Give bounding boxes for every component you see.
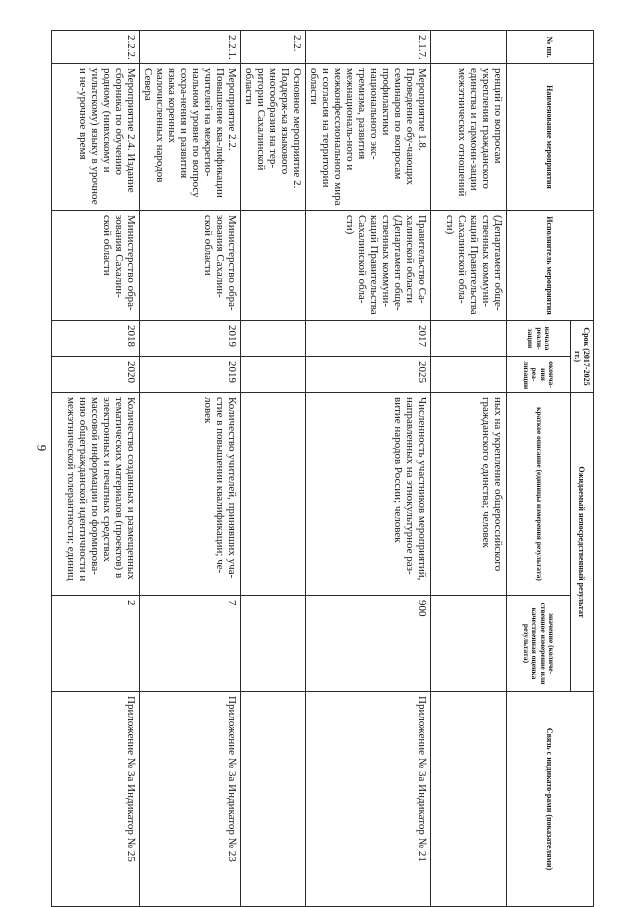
row-value: 7 (140, 596, 241, 692)
row-value (431, 596, 507, 692)
row-start (241, 321, 306, 357)
header-link: Связь с индикато-рами (показателями) (507, 692, 594, 907)
row-link: Приложение № 3а Индикатор № 25 (52, 692, 140, 907)
table-row (52, 31, 140, 907)
row-start: 2019 (140, 321, 241, 357)
row-end: 2020 (52, 357, 140, 393)
row-link (241, 692, 306, 907)
row-value: 900 (306, 596, 431, 692)
page-number: 9 (34, 444, 50, 452)
row-executor: Министерство обра-зования Сахалин-ской области (52, 211, 140, 321)
header-result-value: значение (количе-ственное измерение или качественная оценка результата) (507, 596, 571, 692)
row-end: 2025 (306, 357, 431, 393)
row-start (431, 321, 507, 357)
header-term-end: оконча-ния реа-лизации (507, 357, 571, 393)
header-executor: Исполнитель мероприятия (507, 211, 594, 321)
row-executor: Министерство обра-зования Сахалин-ской области (140, 211, 241, 321)
row-executor: (Департамент обще-ственных коммуни-каций Правительства Сахалинской обла-сти) (431, 211, 507, 321)
row-name: Основное мероприятие 2. Поддерж-ка языкового многообразия на тер-ритории Сахалинской области (241, 64, 306, 211)
header-term-start: начала реали-зации (507, 321, 571, 357)
row-executor (241, 211, 306, 321)
header-row-1 (571, 31, 594, 907)
row-value: 2 (52, 596, 140, 692)
row-executor: Правительство Са-халинской области (Департамент обще-ственных коммуни-каций Правительства Сахалинской обла-сти) (306, 211, 431, 321)
table-row (306, 31, 431, 907)
row-name: Мероприятие 2.2. Повышение ква-лификации учителей на межрегио-нальном уровне по вопросу сохра-нения и развития языка коренных малочисленных народов Севера (140, 64, 241, 211)
row-link: Приложение № 3а Индикатор № 21 (306, 692, 431, 907)
activities-table (51, 30, 594, 907)
row-name: ренций по вопросам укрепления гражданского единства и гармони-зации межэтнических отношений (431, 64, 507, 211)
row-start: 2018 (52, 321, 140, 357)
header-name: Наименование мероприятия (507, 64, 594, 211)
row-end: 2019 (140, 357, 241, 393)
table-row (241, 31, 306, 907)
table-row (431, 31, 507, 907)
row-num: 2.2.1. (140, 31, 241, 64)
row-link: Приложение № 3а Индикатор № 23 (140, 692, 241, 907)
row-end (241, 357, 306, 393)
row-num: 2.1.7. (306, 31, 431, 64)
row-name: Мероприятие 2.4. Издание сборника по обучению родному (нивхскому и уильтскому) языку в урочное и не-урочное время (52, 64, 140, 211)
row-desc: Количество учителей, принявших уча-стие в повышении квалификации; че-ловек (140, 393, 241, 596)
row-num (431, 31, 507, 64)
header-term: Срок (2017-2025 гг.) (571, 321, 594, 393)
row-end (431, 357, 507, 393)
header-result: Ожидаемый непосредственный результат (571, 393, 594, 692)
row-desc: Количество созданных и размещенных тематических материалов (проектов) в электронных и печатных средствах массовой информации по формирова-нию общегражданской идентичности и межэтнической толерантности; единиц (52, 393, 140, 596)
row-num: 2.2.2. (52, 31, 140, 64)
row-link (431, 692, 507, 907)
row-desc: Численность участников мероприятий, направленных на этнокультурное раз-витие народов России; человек (306, 393, 431, 596)
row-desc (241, 393, 306, 596)
row-desc: ных на укрепление общероссийского гражданского единства; человек (431, 393, 507, 596)
header-num: № пп. (507, 31, 594, 64)
row-num: 2.2. (241, 31, 306, 64)
row-name: Мероприятие 1.8. Проведение обу-чающих семинаров по вопросам профилактики национального экс-тремизма, развития межнациональ-ного и межконфессионального мира и согласия на территории области (306, 64, 431, 211)
row-start: 2017 (306, 321, 431, 357)
table-row (140, 31, 241, 907)
rotated-table-container (65, 30, 594, 906)
row-value (241, 596, 306, 692)
header-result-desc: краткое описание (единицы измерения результата) (507, 393, 571, 596)
